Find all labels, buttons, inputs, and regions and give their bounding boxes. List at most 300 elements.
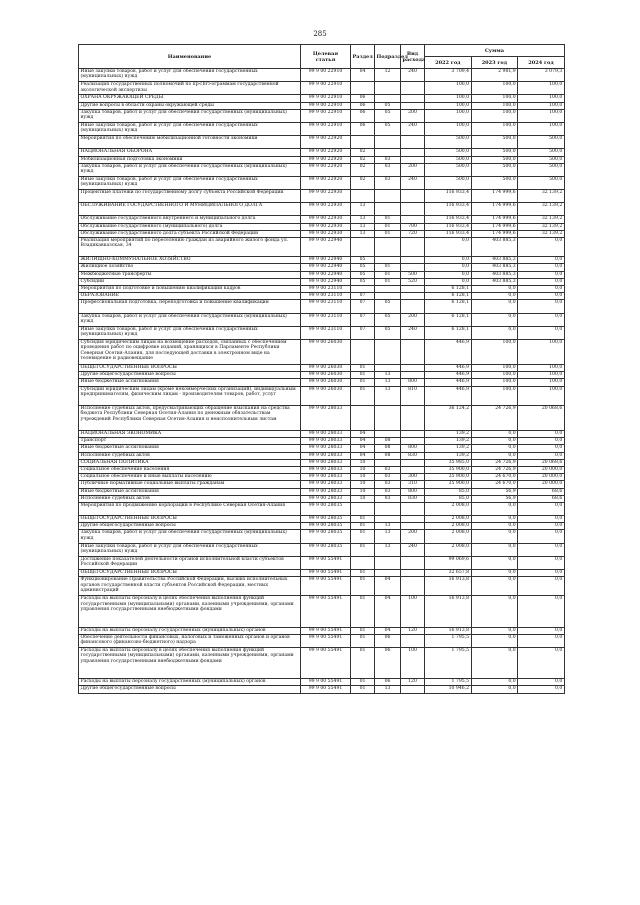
- table-row: [79, 156, 565, 163]
- row-2022: 0,0: [425, 238, 472, 257]
- row-code: 99 9 00 28033: [301, 495, 351, 502]
- table-row: [79, 431, 565, 438]
- row-name: Социальное обеспечение и иные выплаты населению: [79, 474, 301, 481]
- row-name: Другие общегосударственные вопросы: [79, 523, 301, 530]
- row-subsection: 05: [375, 300, 401, 313]
- row-2022: 0,0: [425, 257, 472, 264]
- table-row: [79, 405, 565, 430]
- row-2024: 0,0: [518, 627, 565, 634]
- row-name: СОЦИАЛЬНАЯ ПОЛИТИКА: [79, 459, 301, 466]
- row-section: 02: [351, 149, 375, 156]
- row-section: 13: [351, 230, 375, 237]
- row-name: Межбюджетные трансферты: [79, 271, 301, 278]
- row-name: ОБРАЗОВАНИЕ: [79, 293, 301, 300]
- row-name: ОБСЛУЖИВАНИЕ ГОСУДАРСТВЕННОГО И МУНИЦИПАЛЬНОГО ДОЛГА: [79, 203, 301, 216]
- row-name: Другие вопросы в области охраны окружающей среды: [79, 102, 301, 109]
- row-name: НАЦИОНАЛЬНАЯ ЭКОНОМИКА: [79, 431, 301, 438]
- row-kind: 240: [401, 543, 425, 556]
- row-kind: [401, 502, 425, 515]
- row-2022: 6 128,1: [425, 293, 472, 300]
- row-kind: 240: [401, 69, 425, 82]
- row-2022: 6 128,1: [425, 326, 472, 339]
- table-row: [79, 570, 565, 577]
- row-2024: 0,0: [518, 516, 565, 523]
- row-name: Транспорт: [79, 438, 301, 445]
- table-row: [79, 647, 565, 678]
- table-row: [79, 109, 565, 122]
- row-section: 01: [351, 386, 375, 405]
- row-code: 99 9 00 23110: [301, 285, 351, 292]
- header-2023: 2023 год: [471, 57, 518, 69]
- row-section: [351, 190, 375, 203]
- row-kind: [401, 466, 425, 473]
- row-2024: 0,0: [518, 285, 565, 292]
- row-2022: 2 008,0: [425, 530, 472, 543]
- row-subsection: 01: [375, 271, 401, 278]
- row-section: 07: [351, 300, 375, 313]
- row-2022: 446,9: [425, 386, 472, 405]
- row-kind: 800: [401, 445, 425, 452]
- row-kind: [401, 431, 425, 438]
- row-2022: 500,0: [425, 163, 472, 176]
- row-code: 99 9 00 26030: [301, 386, 351, 405]
- table-row: [79, 459, 565, 466]
- row-kind: 830: [401, 495, 425, 502]
- row-code: 99 9 00 55491: [301, 647, 351, 678]
- row-2022: 6 128,1: [425, 300, 472, 313]
- row-code: 99 9 00 55491: [301, 596, 351, 627]
- row-code: 99 9 00 28033: [301, 474, 351, 481]
- row-name: Другие общегосударственные вопросы: [79, 372, 301, 379]
- row-kind: [401, 516, 425, 523]
- row-2022: 100,0: [425, 109, 472, 122]
- row-code: 99 9 00 28033: [301, 438, 351, 445]
- row-subsection: 05: [375, 313, 401, 326]
- table-row: [79, 445, 565, 452]
- row-2024: 0,0: [518, 452, 565, 459]
- row-2023: 403 885,3: [471, 257, 518, 264]
- row-2023: 0,0: [471, 596, 518, 627]
- row-2022: 100,0: [425, 102, 472, 109]
- row-code: 99 9 00 55491: [301, 570, 351, 577]
- row-2022: 116 933,4: [425, 216, 472, 223]
- row-subsection: 03: [375, 176, 401, 189]
- row-code: 99 9 00 28035: [301, 523, 351, 530]
- row-kind: 310: [401, 481, 425, 488]
- row-2024: 100,0: [518, 372, 565, 379]
- row-2024: 0,0: [518, 257, 565, 264]
- row-2024: 0,0: [518, 238, 565, 257]
- row-code: 99 9 00 28035: [301, 516, 351, 523]
- row-section: 10: [351, 459, 375, 466]
- row-section: 01: [351, 530, 375, 543]
- row-code: 99 9 00 22930: [301, 223, 351, 230]
- table-row: [79, 386, 565, 405]
- row-section: 13: [351, 216, 375, 223]
- row-subsection: [375, 136, 401, 149]
- row-2023: 174 999,6: [471, 190, 518, 203]
- row-code: 99 9 00 22930: [301, 216, 351, 223]
- row-kind: [401, 264, 425, 271]
- row-subsection: 03: [375, 488, 401, 495]
- row-name: Иные бюджетные ассигнования: [79, 379, 301, 386]
- table-row: [79, 516, 565, 523]
- row-section: [351, 339, 375, 364]
- row-name: ОБЩЕГОСУДАРСТВЕННЫЕ ВОПРОСЫ: [79, 570, 301, 577]
- row-section: 01: [351, 543, 375, 556]
- row-kind: 720: [401, 230, 425, 237]
- row-2023: 403 885,3: [471, 238, 518, 257]
- row-subsection: 13: [375, 543, 401, 556]
- row-2024: 20 000,0: [518, 474, 565, 481]
- row-2023: 0,0: [471, 686, 518, 693]
- row-2023: 0,0: [471, 445, 518, 452]
- row-kind: 830: [401, 452, 425, 459]
- table-row: [79, 313, 565, 326]
- row-subsection: [375, 405, 401, 430]
- row-section: 01: [351, 379, 375, 386]
- row-2024: 0,0: [518, 543, 565, 556]
- row-section: 06: [351, 122, 375, 135]
- row-2022: 500,0: [425, 149, 472, 156]
- table-row: [79, 69, 565, 82]
- row-kind: [401, 95, 425, 102]
- table-row: [79, 293, 565, 300]
- row-code: 99 9 00 28033: [301, 466, 351, 473]
- row-section: 01: [351, 679, 375, 686]
- row-kind: [401, 136, 425, 149]
- row-2023: 100,0: [471, 386, 518, 405]
- row-section: 05: [351, 278, 375, 285]
- row-code: 99 9 00 28033: [301, 431, 351, 438]
- row-section: 01: [351, 686, 375, 693]
- row-subsection: [375, 459, 401, 466]
- row-code: 99 9 00 22940: [301, 271, 351, 278]
- row-subsection: [375, 82, 401, 95]
- row-2022: 100,0: [425, 95, 472, 102]
- row-subsection: 04: [375, 577, 401, 596]
- row-2024: 32 139,2: [518, 203, 565, 216]
- row-name: Реализация государственных полномочий по пр<br>ограммам государственной экологической экспертизы: [79, 82, 301, 95]
- row-2022: 116 933,4: [425, 223, 472, 230]
- table-row: [79, 556, 565, 569]
- row-name: Иные бюджетные ассигнования: [79, 488, 301, 495]
- row-kind: 500: [401, 271, 425, 278]
- row-subsection: 06: [375, 679, 401, 686]
- row-2023: 0,0: [471, 627, 518, 634]
- row-2023: 0,0: [471, 647, 518, 678]
- row-2024: 100,0: [518, 386, 565, 405]
- row-section: 04: [351, 438, 375, 445]
- row-name: Обслуживание государственного (муниципального) долга: [79, 223, 301, 230]
- row-section: 07: [351, 293, 375, 300]
- row-code: 99 9 00 22920: [301, 176, 351, 189]
- row-section: [351, 136, 375, 149]
- row-kind: 240: [401, 326, 425, 339]
- row-2023: 100,0: [471, 122, 518, 135]
- row-2023: 0,0: [471, 313, 518, 326]
- table-row: [79, 278, 565, 285]
- row-2023: 56,9: [471, 495, 518, 502]
- row-subsection: 13: [375, 386, 401, 405]
- row-2023: 0,0: [471, 326, 518, 339]
- row-section: 07: [351, 326, 375, 339]
- row-2024: 500,0: [518, 176, 565, 189]
- row-subsection: 08: [375, 438, 401, 445]
- row-name: Закупка товаров, работ и услуг для обеспечения государственных (муниципальных) нужд: [79, 530, 301, 543]
- row-kind: [401, 257, 425, 264]
- row-2023: 0,0: [471, 543, 518, 556]
- row-subsection: 01: [375, 223, 401, 230]
- row-name: Реализация мероприятий по переселению граждан из аварийного жилого фонда ул. Владикавказская, 34: [79, 238, 301, 257]
- row-section: 02: [351, 163, 375, 176]
- row-2023: 0,0: [471, 293, 518, 300]
- row-code: 99 9 00 28035: [301, 543, 351, 556]
- row-subsection: [375, 365, 401, 372]
- row-kind: 100: [401, 596, 425, 627]
- row-name: Мероприятия по обеспечению мобилизационной готовности экономики: [79, 136, 301, 149]
- table-row: [79, 300, 565, 313]
- row-2024: 3 079,3: [518, 69, 565, 82]
- row-section: 07: [351, 313, 375, 326]
- row-subsection: [375, 339, 401, 364]
- row-2023: 174 999,6: [471, 230, 518, 237]
- table-row: [79, 190, 565, 203]
- row-subsection: [375, 293, 401, 300]
- row-kind: 520: [401, 278, 425, 285]
- row-2022: 10 946,2: [425, 686, 472, 693]
- row-2022: 35 985,0: [425, 459, 472, 466]
- row-2023: 24 726,9: [471, 405, 518, 430]
- row-code: 99 9 00 26030: [301, 339, 351, 364]
- row-subsection: 03: [375, 474, 401, 481]
- row-name: Обслуживание государственного внутреннего и муниципального долга: [79, 216, 301, 223]
- row-code: 99 9 00 28033: [301, 488, 351, 495]
- row-2024: 0,0: [518, 271, 565, 278]
- row-kind: [401, 190, 425, 203]
- row-section: 04: [351, 431, 375, 438]
- row-name: Профессиональная подготовка, переподготовка и повышение квалификации: [79, 300, 301, 313]
- row-subsection: 13: [375, 530, 401, 543]
- row-2022: 2 008,0: [425, 502, 472, 515]
- row-section: 13: [351, 223, 375, 230]
- row-subsection: 05: [375, 109, 401, 122]
- row-name: ОХРАНА ОКРУЖАЮЩЕЙ СРЕДЫ: [79, 95, 301, 102]
- row-kind: 810: [401, 386, 425, 405]
- row-kind: [401, 339, 425, 364]
- table-row: [79, 264, 565, 271]
- row-subsection: [375, 570, 401, 577]
- row-2022: 1 795,5: [425, 679, 472, 686]
- table-row: [79, 474, 565, 481]
- table-row: [79, 136, 565, 149]
- row-code: 99 9 00 22930: [301, 203, 351, 216]
- row-kind: 800: [401, 488, 425, 495]
- table-row: [79, 230, 565, 237]
- row-code: 99 9 00 23110: [301, 293, 351, 300]
- row-2023: 100,0: [471, 365, 518, 372]
- row-section: 01: [351, 516, 375, 523]
- table-row: [79, 481, 565, 488]
- row-2024: 0,0: [518, 278, 565, 285]
- row-kind: [401, 523, 425, 530]
- row-name: Мероприятия по продвижению корпорации в Республике Северная Осетия-Алания: [79, 502, 301, 515]
- row-2022: 16 913,8: [425, 627, 472, 634]
- row-code: 99 9 00 23110: [301, 300, 351, 313]
- row-section: [351, 405, 375, 430]
- row-2023: 403 885,3: [471, 271, 518, 278]
- row-code: 99 9 00 28033: [301, 405, 351, 430]
- row-2023: 0,0: [471, 438, 518, 445]
- row-name: Мобилизационная подготовка экономики: [79, 156, 301, 163]
- row-code: 99 9 00 26030: [301, 365, 351, 372]
- row-kind: [401, 405, 425, 430]
- row-section: 01: [351, 627, 375, 634]
- row-2024: 0,0: [518, 523, 565, 530]
- row-code: 99 9 00 28035: [301, 502, 351, 515]
- row-code: 99 9 00 55491: [301, 627, 351, 634]
- table-row: [79, 438, 565, 445]
- row-name: Иные закупки товаров, работ и услуг для обеспечения государственных (муниципальных) нужд: [79, 326, 301, 339]
- row-name: Субсидии юридическим лицам (кроме некоммерческих организаций), индивидуальным предпринимателям, физическим лицам - производителям товаров, работ, услуг: [79, 386, 301, 405]
- row-2024: 100,0: [518, 109, 565, 122]
- row-2022: 1 795,5: [425, 647, 472, 678]
- row-kind: 120: [401, 627, 425, 634]
- row-2022: 2 008,0: [425, 523, 472, 530]
- row-2022: 6 128,1: [425, 313, 472, 326]
- row-2022: 0,0: [425, 271, 472, 278]
- row-kind: [401, 686, 425, 693]
- row-subsection: 13: [375, 372, 401, 379]
- row-name: Закупка товаров, работ и услуг для обеспечения государственных (муниципальных) нужд: [79, 163, 301, 176]
- row-section: 13: [351, 203, 375, 216]
- row-name: Исполнение судебных актов: [79, 495, 301, 502]
- row-name: Исполнение судебных актов: [79, 452, 301, 459]
- row-name: Расходы на выплаты персоналу государственных (муниципальных) органов: [79, 679, 301, 686]
- row-name: Иные закупки товаров, работ и услуг для обеспечения государственных (муниципальных) нужд: [79, 69, 301, 82]
- row-2022: 3 709,4: [425, 69, 472, 82]
- row-code: 99 9 00 23110: [301, 313, 351, 326]
- row-section: 04: [351, 452, 375, 459]
- row-2023: 0,0: [471, 285, 518, 292]
- row-2023: 0,0: [471, 516, 518, 523]
- row-name: Функционирование Правительства Российской Федерации, высших исполнительных органов государственной власти субъектов Российской Федерации, местных администраций: [79, 577, 301, 596]
- row-subsection: 04: [375, 627, 401, 634]
- row-subsection: 03: [375, 466, 401, 473]
- row-kind: [401, 216, 425, 223]
- row-section: 04: [351, 445, 375, 452]
- row-name: Субсидия юридическим лицам на возмещение расходов, связанных с обеспечением проведения работ по оцифровке изданий, хранящихся в Парламенте Республики Северная Осетия-Алания, для последующей доставки в электронном виде на телевидение и радиовещание: [79, 339, 301, 364]
- table-row: [79, 122, 565, 135]
- row-subsection: 03: [375, 163, 401, 176]
- row-2024: 0,0: [518, 293, 565, 300]
- row-2024: 0,0: [518, 556, 565, 569]
- row-code: 99 9 00 55491: [301, 577, 351, 596]
- table-row: [79, 326, 565, 339]
- table-row: [79, 523, 565, 530]
- row-2022: 139,2: [425, 431, 472, 438]
- row-2022: 446,9: [425, 365, 472, 372]
- row-kind: [401, 293, 425, 300]
- table-row: [79, 634, 565, 647]
- row-subsection: [375, 95, 401, 102]
- row-kind: [401, 285, 425, 292]
- row-code: 99 9 00 28033: [301, 452, 351, 459]
- row-kind: [401, 570, 425, 577]
- row-name: ОБЩЕГОСУДАРСТВЕННЫЕ ВОПРОСЫ: [79, 516, 301, 523]
- row-code: 99 9 00 22910: [301, 69, 351, 82]
- row-2023: 0,0: [471, 679, 518, 686]
- row-2022: 85,0: [425, 495, 472, 502]
- row-2024: 0,0: [518, 326, 565, 339]
- row-code: 99 9 00 55491: [301, 679, 351, 686]
- row-name: Расходы на выплаты персоналу в целях обеспечения выполнения функций государственными (муниципальными) органами, казенными учреждениями, органами управления государственными внебюджетными фондами: [79, 647, 301, 678]
- row-code: 99 9 00 22940: [301, 238, 351, 257]
- row-2024: 0,0: [518, 596, 565, 627]
- row-section: [351, 556, 375, 569]
- row-2024: 32 139,2: [518, 216, 565, 223]
- row-2023: 0,0: [471, 452, 518, 459]
- row-2024: 500,0: [518, 163, 565, 176]
- header-subsection: Подраздел: [375, 45, 401, 69]
- table-row: [79, 686, 565, 693]
- row-section: 10: [351, 481, 375, 488]
- table-row: [79, 203, 565, 216]
- row-code: 99 9 00 55491: [301, 634, 351, 647]
- row-2024: 500,0: [518, 156, 565, 163]
- row-section: 10: [351, 488, 375, 495]
- table-row: [79, 452, 565, 459]
- row-2022: 139,2: [425, 452, 472, 459]
- row-2024: 500,0: [518, 149, 565, 156]
- row-2022: 32 657,8: [425, 570, 472, 577]
- header-2024: 2024 год: [518, 57, 565, 69]
- row-2022: 16 913,8: [425, 596, 472, 627]
- row-2023: 100,0: [471, 379, 518, 386]
- row-code: 99 9 00 22920: [301, 163, 351, 176]
- row-code: 99 9 00 26030: [301, 379, 351, 386]
- row-subsection: 01: [375, 216, 401, 223]
- row-code: 99 9 00 22910: [301, 82, 351, 95]
- row-subsection: [375, 516, 401, 523]
- header-section: Раздел: [351, 45, 375, 69]
- row-code: 99 9 00 22930: [301, 230, 351, 237]
- row-kind: 240: [401, 122, 425, 135]
- row-subsection: 01: [375, 230, 401, 237]
- row-2024: 20 000,0: [518, 481, 565, 488]
- row-2022: 35 900,0: [425, 481, 472, 488]
- row-kind: 800: [401, 379, 425, 386]
- row-kind: 100: [401, 647, 425, 678]
- row-2023: 500,0: [471, 149, 518, 156]
- row-kind: 300: [401, 474, 425, 481]
- row-2024: 0,0: [518, 431, 565, 438]
- table-row: [79, 530, 565, 543]
- row-section: 10: [351, 466, 375, 473]
- table-row: [79, 543, 565, 556]
- row-code: 99 9 00 22940: [301, 278, 351, 285]
- row-name: Закупка товаров, работ и услуг для обеспечения государственных (муниципальных) нужд: [79, 313, 301, 326]
- row-2023: 403 885,3: [471, 278, 518, 285]
- row-kind: [401, 82, 425, 95]
- row-kind: [401, 238, 425, 257]
- row-2022: 116 933,4: [425, 203, 472, 216]
- row-section: 05: [351, 271, 375, 278]
- row-2023: 174 999,6: [471, 203, 518, 216]
- row-subsection: 08: [375, 445, 401, 452]
- row-section: 01: [351, 647, 375, 678]
- row-kind: [401, 438, 425, 445]
